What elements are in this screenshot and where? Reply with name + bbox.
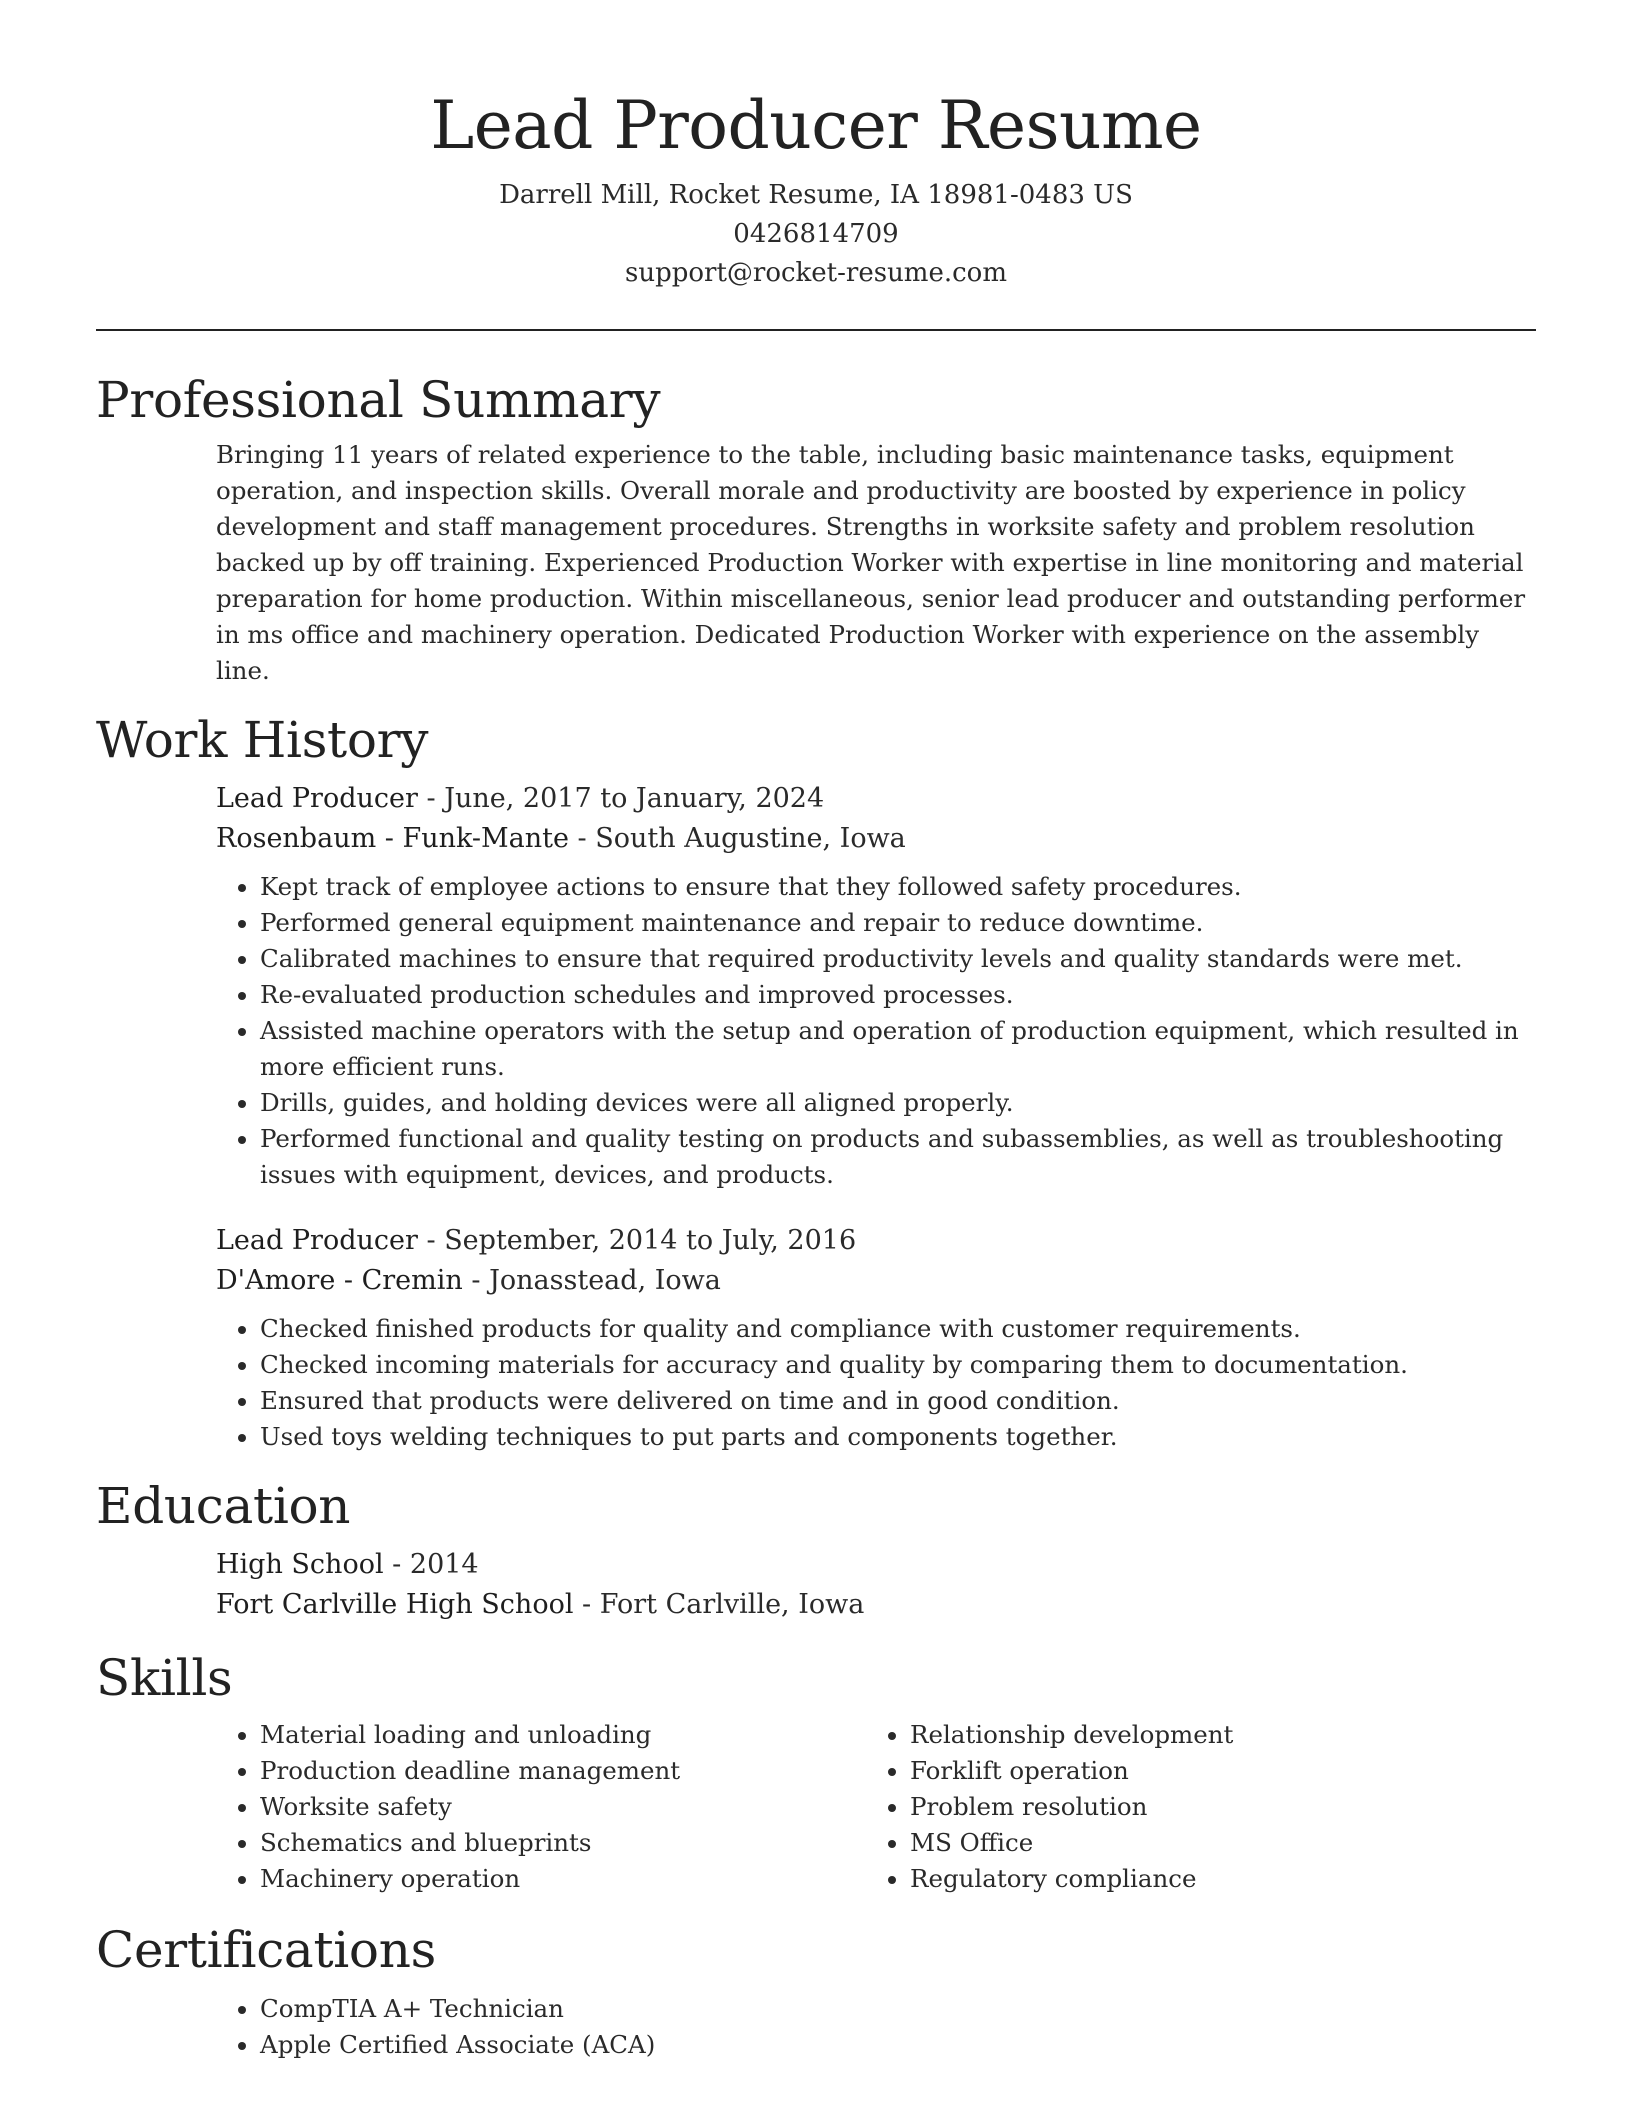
skills-column-right — [866, 1717, 1516, 1897]
contact-block — [96, 176, 1536, 293]
job-separator: - — [417, 1225, 445, 1256]
certifications-list — [216, 1991, 1536, 2063]
education-location: Fort Carlville, Iowa — [599, 1589, 865, 1620]
education-entry — [216, 1545, 1536, 1625]
job-title-line — [216, 779, 1536, 819]
job-title-line — [216, 1221, 1536, 1261]
certifications-entry — [216, 1991, 1536, 2063]
job-title: Lead Producer — [216, 1225, 418, 1256]
skill-item: • Machinery operation — [260, 1861, 866, 1897]
resume-title: Lead Producer Resume — [430, 87, 1202, 164]
list-item: • Used toys welding techniques to put parts and components together. — [260, 1419, 1536, 1455]
job-company-line — [216, 1261, 1536, 1301]
education-school: Fort Carlville High School — [216, 1589, 574, 1620]
education-degree: High School — [216, 1549, 384, 1580]
education-separator: - — [573, 1589, 600, 1620]
list-item: • Kept track of employee actions to ensure that they followed safety procedures. — [260, 869, 1536, 905]
skill-item: • Material loading and unloading — [260, 1717, 866, 1753]
contact-phone: 0426814709 — [733, 219, 899, 249]
list-item: • Ensured that products were delivered on time and in good condition. — [260, 1383, 1536, 1419]
resume-page — [96, 0, 1536, 2063]
contact-address: Darrell Mill, Rocket Resume, IA 18981-0483 US — [499, 180, 1133, 210]
job-bullets — [216, 869, 1536, 1193]
section-heading-certifications: Certifications — [96, 1921, 436, 1979]
job-location: South Augustine, Iowa — [595, 823, 906, 854]
education-degree-line — [216, 1545, 1536, 1585]
job-separator: - — [568, 823, 596, 854]
skill-item: • Worksite safety — [260, 1789, 866, 1825]
job-separator: - — [462, 1265, 490, 1296]
job-entry — [216, 1221, 1536, 1455]
list-item: • Calibrated machines to ensure that required productivity levels and quality standards were met. — [260, 941, 1536, 977]
job-location: Jonasstead, Iowa — [489, 1265, 721, 1296]
skill-item: • Problem resolution — [910, 1789, 1516, 1825]
skills-column-left — [216, 1717, 866, 1897]
section-heading-work-history: Work History — [96, 711, 429, 769]
job-dates: September, 2014 to July, 2016 — [444, 1225, 857, 1256]
list-item: • Drills, guides, and holding devices were all aligned properly. — [260, 1085, 1536, 1121]
list-item: • Checked finished products for quality and compliance with customer requirements. — [260, 1311, 1536, 1347]
skill-item: • MS Office — [910, 1825, 1516, 1861]
skills-list — [216, 1717, 1536, 1897]
job-company: D'Amore - Cremin — [216, 1265, 463, 1296]
summary-text: Bringing 11 years of related experience to the table, including basic maintenance tasks, equipment operation, and inspection skills. Overall morale and productivity are boosted by experience in policy development and staff management procedures. Strengths in worksite safety and problem resolution backed up by off training. Experienced Production Worker with expertise in line monitoring and material preparation for home production. Within miscellaneous, senior lead producer and outstanding performer in ms office and machinery operation. Dedicated Production Worker with experience on the assembly line. — [216, 440, 1526, 685]
certification-item: • CompTIA A+ Technician — [260, 1991, 1536, 2027]
job-entry — [216, 779, 1536, 1193]
certification-item: • Apple Certified Associate (ACA) — [260, 2027, 1536, 2063]
section-heading-skills: Skills — [96, 1649, 233, 1707]
job-dates: June, 2017 to January, 2024 — [444, 783, 825, 814]
job-company: Rosenbaum - Funk-Mante — [216, 823, 569, 854]
education-school-line — [216, 1585, 1536, 1625]
skill-item: • Regulatory compliance — [910, 1861, 1516, 1897]
job-title: Lead Producer — [216, 783, 418, 814]
contact-email: support@rocket-resume.com — [624, 258, 1007, 288]
list-item: • Performed functional and quality testing on products and subassemblies, as well as troubleshooting issues with equipment, devices, and products. — [260, 1121, 1536, 1193]
list-item: • Assisted machine operators with the setup and operation of production equipment, which resulted in more efficient runs. — [260, 1013, 1536, 1085]
skill-item: • Production deadline management — [260, 1753, 866, 1789]
header-divider — [96, 329, 1536, 331]
skill-item: • Forklift operation — [910, 1753, 1516, 1789]
section-heading-summary: Professional Summary — [96, 371, 661, 429]
section-heading-education: Education — [96, 1477, 351, 1535]
skill-item: • Schematics and blueprints — [260, 1825, 866, 1861]
education-year: 2014 — [409, 1549, 479, 1580]
skills-bullets-left — [216, 1717, 866, 1897]
skills-bullets-right — [866, 1717, 1516, 1897]
job-company-line — [216, 819, 1536, 859]
skill-item: • Relationship development — [910, 1717, 1516, 1753]
list-item: • Re-evaluated production schedules and improved processes. — [260, 977, 1536, 1013]
list-item: • Checked incoming materials for accuracy and quality by comparing them to documentation. — [260, 1347, 1536, 1383]
list-item: • Performed general equipment maintenance and repair to reduce downtime. — [260, 905, 1536, 941]
job-separator: - — [417, 783, 445, 814]
job-bullets — [216, 1311, 1536, 1455]
education-separator: - — [383, 1549, 410, 1580]
